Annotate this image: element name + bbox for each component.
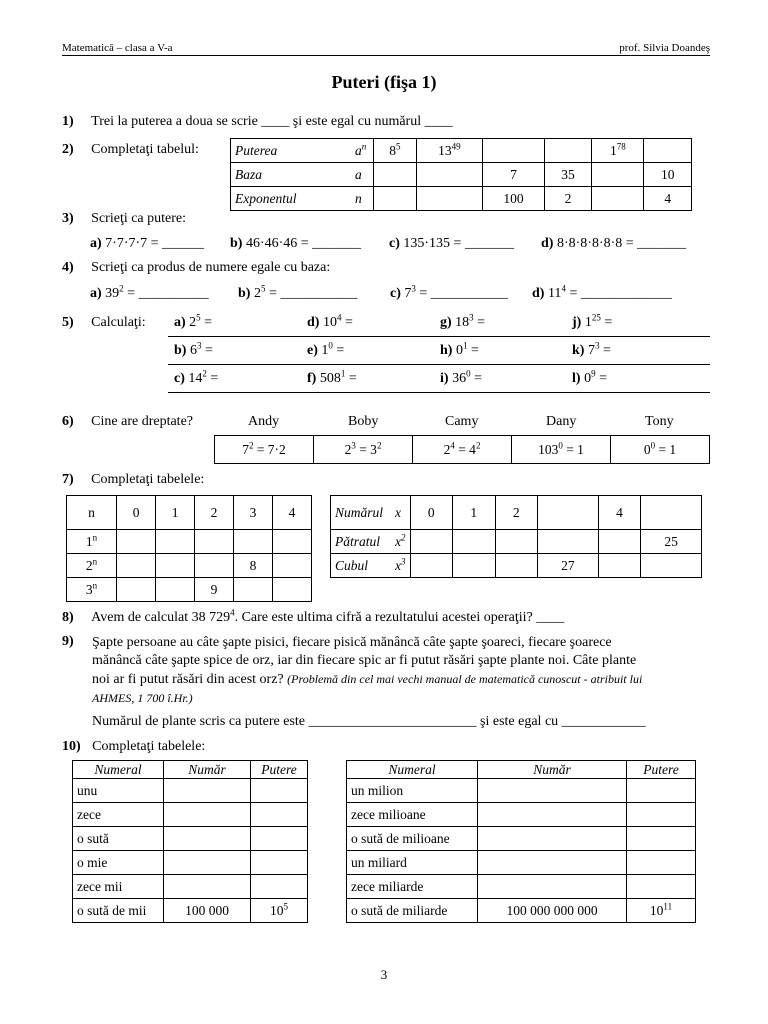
q7-t2-cell[interactable] bbox=[598, 554, 641, 578]
q7-t1-cell[interactable] bbox=[272, 554, 311, 578]
q4-item: b) $2^5$ = ___________ bbox=[238, 283, 358, 301]
q7-t1-cell[interactable]: 9 bbox=[195, 578, 234, 602]
header-right: prof. Silvia Doandeş bbox=[619, 42, 710, 54]
q1-text: Trei la puterea a doua se scrie ____ şi este egal cu numărul ____ bbox=[91, 114, 453, 129]
q2-cell[interactable] bbox=[416, 163, 482, 187]
q2-row-sym: n bbox=[351, 187, 374, 211]
q10-power-cell[interactable] bbox=[627, 851, 696, 875]
q7-t2-cell[interactable]: 4 bbox=[598, 496, 641, 530]
q10-power-cell[interactable] bbox=[251, 779, 308, 803]
q7-t2-rowname: Cubul bbox=[331, 554, 392, 578]
q2-row-name: Exponentul bbox=[231, 187, 352, 211]
q2-cell[interactable] bbox=[592, 187, 644, 211]
q10-numeral: zece milioane bbox=[347, 803, 478, 827]
q10-number-cell[interactable] bbox=[164, 875, 251, 899]
q7-t1-cell[interactable] bbox=[195, 530, 234, 554]
q2-table bbox=[230, 138, 692, 211]
q2-number: 2) bbox=[62, 142, 74, 157]
page-title: Puteri (fişa 1) bbox=[331, 72, 437, 92]
q3-item: d) 8·8·8·8·8·8 = _______ bbox=[541, 236, 687, 251]
q2-cell[interactable]: 35 bbox=[544, 163, 591, 187]
q10-power-cell[interactable] bbox=[627, 779, 696, 803]
q5-item: i) $36^0$ = bbox=[440, 368, 482, 386]
q7-t1-cell[interactable] bbox=[156, 554, 195, 578]
q9-number: 9) bbox=[62, 634, 74, 649]
q7-t2-cell[interactable] bbox=[453, 554, 496, 578]
q6-claim[interactable]: $2^4 = 4^2$ bbox=[413, 436, 512, 464]
q7-t1-head: 0 bbox=[117, 496, 156, 530]
q1-row bbox=[62, 114, 453, 130]
q10-numeral: un milion bbox=[347, 779, 478, 803]
q2-cell[interactable] bbox=[592, 163, 644, 187]
q7-table-1 bbox=[66, 495, 312, 602]
q2-cell[interactable] bbox=[644, 139, 692, 163]
q7-t1-rowhead: 2$^n$ bbox=[67, 554, 117, 578]
q7-label: Completaţi tabelele: bbox=[91, 472, 205, 487]
q2-cell[interactable]: 7 bbox=[483, 163, 545, 187]
q10-numeral: o sută bbox=[73, 827, 164, 851]
q7-t1-cell[interactable] bbox=[156, 530, 195, 554]
q7-t2-sym: $x^3$ bbox=[391, 554, 410, 578]
q7-t1-cell[interactable] bbox=[117, 578, 156, 602]
q2-cell[interactable]: 4 bbox=[644, 187, 692, 211]
q5-item: e) $1^0$ = bbox=[307, 340, 345, 358]
q7-t1-head: n bbox=[67, 496, 117, 530]
q5-item: f) $508^1$ = bbox=[307, 368, 357, 386]
q10-number-cell[interactable] bbox=[164, 779, 251, 803]
q5-divider bbox=[168, 336, 710, 337]
q7-t1-head: 2 bbox=[195, 496, 234, 530]
q7-t1-cell[interactable] bbox=[117, 530, 156, 554]
q10-numeral: o sută de mii bbox=[73, 899, 164, 923]
q7-t2-cell[interactable] bbox=[598, 530, 641, 554]
q5-item: c) $14^2$ = bbox=[174, 368, 219, 386]
q6-name: Boby bbox=[348, 414, 379, 429]
q2-cell[interactable]: $1^{78}$ bbox=[592, 139, 644, 163]
q10-power-cell[interactable]: $10^5$ bbox=[251, 899, 308, 923]
q7-t1-cell[interactable]: 8 bbox=[234, 554, 273, 578]
q5-item: a) $2^5$ = bbox=[174, 312, 213, 330]
q7-t2-cell[interactable] bbox=[495, 530, 538, 554]
q3-item: c) 135·135 = _______ bbox=[389, 236, 514, 251]
q3-label: Scrieţi ca putere: bbox=[91, 211, 187, 226]
q7-t2-cell[interactable] bbox=[495, 554, 538, 578]
q3-row bbox=[62, 211, 186, 227]
q7-t2-sym: $x^2$ bbox=[391, 530, 410, 554]
q2-cell[interactable]: $8^5$ bbox=[374, 139, 417, 163]
q5-item: j) $1^{25}$ = bbox=[572, 312, 613, 330]
q2-cell[interactable] bbox=[374, 163, 417, 187]
q10-numeral: un miliard bbox=[347, 851, 478, 875]
q4-row bbox=[62, 260, 330, 276]
q7-t2-cell[interactable] bbox=[538, 496, 599, 530]
q4-item: c) $7^3$ = ___________ bbox=[390, 283, 508, 301]
q10-number-cell[interactable] bbox=[478, 851, 627, 875]
q2-row bbox=[62, 142, 199, 158]
q5-item: h) $0^1$ = bbox=[440, 340, 479, 358]
q10-number-cell[interactable]: 100 000 bbox=[164, 899, 251, 923]
q2-cell[interactable]: 10 bbox=[644, 163, 692, 187]
q7-t2-rowname: Numărul bbox=[331, 496, 392, 530]
q5-item: l) $0^9$ = bbox=[572, 368, 607, 386]
q8-row bbox=[62, 607, 565, 626]
q2-row-name: Puterea bbox=[231, 139, 352, 163]
q4-label: Scrieţi ca produs de numere egale cu baza: bbox=[91, 260, 331, 275]
q7-t1-head: 3 bbox=[234, 496, 273, 530]
q7-t1-head: 4 bbox=[272, 496, 311, 530]
q10-number: 10) bbox=[62, 739, 81, 754]
q7-t1-cell[interactable] bbox=[234, 578, 273, 602]
q10-power-cell[interactable] bbox=[627, 827, 696, 851]
q10-power-cell[interactable] bbox=[251, 875, 308, 899]
q7-t1-cell[interactable] bbox=[234, 530, 273, 554]
q10-head: Putere bbox=[251, 761, 308, 779]
q10-numeral: o sută de miliarde bbox=[347, 899, 478, 923]
q7-t1-rowhead: 1$^n$ bbox=[67, 530, 117, 554]
q10-number-cell[interactable] bbox=[164, 803, 251, 827]
q10-table-2 bbox=[346, 760, 696, 923]
q10-number-cell[interactable] bbox=[164, 827, 251, 851]
q10-label: Completaţi tabelele: bbox=[92, 739, 206, 754]
q4-number: 4) bbox=[62, 260, 74, 275]
q2-cell[interactable]: 100 bbox=[483, 187, 545, 211]
q10-power-cell[interactable] bbox=[627, 803, 696, 827]
q2-cell[interactable] bbox=[544, 139, 591, 163]
q7-t1-head: 1 bbox=[156, 496, 195, 530]
q6-name: Camy bbox=[445, 414, 479, 429]
q7-t2-rowname: Pătratul bbox=[331, 530, 392, 554]
q10-numeral: o sută de milioane bbox=[347, 827, 478, 851]
q3-item: b) 46·46·46 = _______ bbox=[230, 236, 362, 251]
q9-answer: Numărul de plante scris ca putere este ________________________ şi este egal cu ____________ bbox=[92, 714, 646, 729]
q7-row bbox=[62, 472, 204, 488]
q10-numeral: o mie bbox=[73, 851, 164, 875]
q3-item: a) 7·7·7·7 = ______ bbox=[90, 236, 205, 251]
q7-t2-cell[interactable] bbox=[453, 530, 496, 554]
q7-t1-cell[interactable] bbox=[272, 530, 311, 554]
q10-numeral: zece miliarde bbox=[347, 875, 478, 899]
q10-table-1 bbox=[72, 760, 308, 923]
q10-numeral: zece bbox=[73, 803, 164, 827]
q2-cell[interactable]: 2 bbox=[544, 187, 591, 211]
q10-number-cell[interactable]: 100 000 000 000 bbox=[478, 899, 627, 923]
q10-power-cell[interactable] bbox=[251, 803, 308, 827]
q8-number: 8) bbox=[62, 610, 74, 625]
q7-t2-cell[interactable] bbox=[538, 530, 599, 554]
q7-t1-cell[interactable] bbox=[117, 554, 156, 578]
q6-claim[interactable]: $7^2 = 7\cdot 2$ bbox=[215, 436, 314, 464]
q10-head: Putere bbox=[627, 761, 696, 779]
q10-head: Numeral bbox=[73, 761, 164, 779]
header-left: Matematică – clasa a V-a bbox=[62, 42, 173, 54]
q6-name: Andy bbox=[248, 414, 280, 429]
q7-t2-cell[interactable] bbox=[641, 496, 702, 530]
q10-number-cell[interactable] bbox=[164, 851, 251, 875]
q5-item: g) $18^3$ = bbox=[440, 312, 486, 330]
q2-row-sym: a bbox=[351, 163, 374, 187]
q10-numeral: unu bbox=[73, 779, 164, 803]
q10-number-cell[interactable] bbox=[478, 803, 627, 827]
q6-claim[interactable]: $2^3 = 3^2$ bbox=[314, 436, 413, 464]
q7-t1-cell[interactable] bbox=[156, 578, 195, 602]
q5-divider bbox=[168, 364, 710, 365]
q7-t2-cell[interactable]: 1 bbox=[453, 496, 496, 530]
q7-t2-cell[interactable]: 27 bbox=[538, 554, 599, 578]
q5-number: 5) bbox=[62, 315, 74, 330]
q10-row bbox=[62, 739, 205, 755]
q10-number-cell[interactable] bbox=[478, 779, 627, 803]
q7-t2-cell[interactable]: 0 bbox=[410, 496, 453, 530]
q5-row bbox=[62, 315, 146, 331]
q10-number-cell[interactable] bbox=[478, 827, 627, 851]
q6-row bbox=[62, 414, 193, 430]
q10-power-cell[interactable]: $10^{11}$ bbox=[627, 899, 696, 923]
q3-number: 3) bbox=[62, 211, 74, 226]
q4-item: d) $11^4$ = _____________ bbox=[532, 283, 672, 301]
q10-power-cell[interactable] bbox=[627, 875, 696, 899]
q7-t2-cell[interactable]: 2 bbox=[495, 496, 538, 530]
q7-t1-cell[interactable] bbox=[272, 578, 311, 602]
q2-row-name: Baza bbox=[231, 163, 352, 187]
q6-label: Cine are dreptate? bbox=[91, 414, 193, 429]
q10-numeral: zece mii bbox=[73, 875, 164, 899]
q5-item: k) $7^3$ = bbox=[572, 340, 611, 358]
q7-t1-rowhead: 3$^n$ bbox=[67, 578, 117, 602]
q2-cell[interactable] bbox=[483, 139, 545, 163]
q6-name: Dany bbox=[546, 414, 577, 429]
q7-t2-cell[interactable] bbox=[641, 554, 702, 578]
header-divider bbox=[62, 55, 710, 56]
q2-cell[interactable]: $13^{49}$ bbox=[416, 139, 482, 163]
q6-number: 6) bbox=[62, 414, 74, 429]
q5-label: Calculaţi: bbox=[91, 315, 146, 330]
q7-t2-cell[interactable] bbox=[410, 554, 453, 578]
q6-name: Tony bbox=[645, 414, 674, 429]
q8-text: Avem de calculat 38 $729^4$. Care este ultima cifră a rezultatului acestei operaţii? ____ bbox=[91, 607, 565, 625]
q2-row-sym: $a^n$ bbox=[351, 139, 374, 163]
q5-item: d) $10^4$ = bbox=[307, 312, 353, 330]
q10-number-cell[interactable] bbox=[478, 875, 627, 899]
q6-table bbox=[214, 435, 710, 464]
q10-head: Numeral bbox=[347, 761, 478, 779]
q1-number: 1) bbox=[62, 114, 74, 129]
q9-text: Şapte persoane au câte şapte pisici, fiecare pisică mănâncă câte şapte şoareci, fiecare şoarece mănâncă câte şapte spice de orz, iar din fiecare spic ar fi putut răsări şapte plante noi. Câte plante noi ar fi putut răsări din acest orz? (Problemă din cel mai vechi manual de matematică cunoscut - atribuit lui AHMES, 1 700 î.Hr.) bbox=[92, 635, 643, 705]
page-number: 3 bbox=[380, 967, 388, 982]
q7-t2-cell[interactable]: 25 bbox=[641, 530, 702, 554]
q7-t2-cell[interactable] bbox=[410, 530, 453, 554]
q2-label: Completaţi tabelul: bbox=[91, 142, 199, 157]
q6-claim[interactable]: $0^0 = 1$ bbox=[611, 436, 710, 464]
q7-table-2 bbox=[330, 495, 702, 578]
q10-head: Număr bbox=[164, 761, 251, 779]
q5-item: b) $6^3$ = bbox=[174, 340, 213, 358]
q6-claim[interactable]: $103^0 = 1$ bbox=[512, 436, 611, 464]
q5-divider bbox=[168, 392, 710, 393]
q4-item: a) $39^2$ = __________ bbox=[90, 283, 209, 301]
q2-cell[interactable] bbox=[416, 187, 482, 211]
q10-head: Număr bbox=[478, 761, 627, 779]
q7-t2-sym: x bbox=[391, 496, 410, 530]
q10-power-cell[interactable] bbox=[251, 827, 308, 851]
q7-t1-cell[interactable] bbox=[195, 554, 234, 578]
q10-power-cell[interactable] bbox=[251, 851, 308, 875]
q2-cell[interactable] bbox=[374, 187, 417, 211]
q7-number: 7) bbox=[62, 472, 74, 487]
